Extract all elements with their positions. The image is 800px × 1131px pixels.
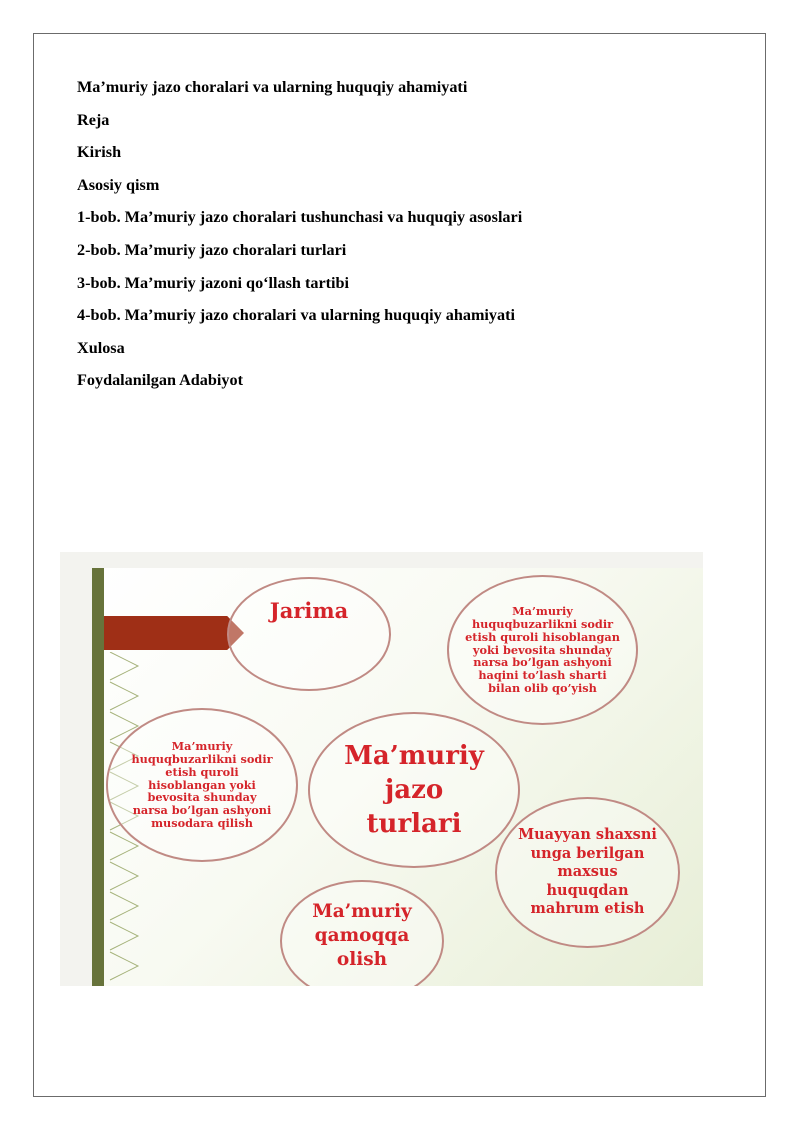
ellipse-qamoqqa-olish: Ma’muriy qamoqqa olish	[280, 880, 444, 986]
ellipse-jarima: Jarima	[227, 577, 391, 691]
toc-item-adabiyot: Foydalanilgan Adabiyot	[77, 371, 243, 390]
toc-item-chapter-4: 4-bob. Ma’muriy jazo choralari va ularning huquqiy ahamiyati	[77, 306, 515, 325]
arrow-tab-icon	[104, 616, 244, 650]
ellipse-haqini-tolash: Ma’muriy huquqbuzarlikni sodir etish quroli hisoblangan yoki bevosita shunday narsa bo’lgan ashyoni haqini to’lash sharti bilan olib qo’yish	[447, 575, 638, 725]
ellipse-center-title: Ma’muriy jazo turlari	[308, 712, 520, 868]
toc-item-xulosa: Xulosa	[77, 338, 125, 357]
toc-item-chapter-1: 1-bob. Ma’muriy jazo choralari tushunchasi va huquqiy asoslari	[77, 208, 523, 227]
slide-side-bar	[92, 568, 104, 986]
table-of-contents	[77, 76, 522, 402]
toc-item-reja: Reja	[77, 110, 110, 129]
toc-item-chapter-2: 2-bob. Ma’muriy jazo choralari turlari	[77, 240, 347, 259]
toc-item-kirish: Kirish	[77, 143, 122, 162]
ellipse-huquqdan-mahrum: Muayyan shaxsni unga berilgan maxsus huquqdan mahrum etish	[495, 797, 680, 948]
toc-item-chapter-3: 3-bob. Ma’muriy jazoni qo‘llash tartibi	[77, 273, 350, 292]
toc-item-asosiy-qism: Asosiy qism	[77, 175, 160, 194]
slide-figure	[60, 552, 703, 986]
ellipse-musodara: Ma’muriy huquqbuzarlikni sodir etish quroli hisoblangan yoki bevosita shunday narsa bo’lgan ashyoni musodara qilish	[106, 708, 298, 862]
document-title: Ma’muriy jazo choralari va ularning huquqiy ahamiyati	[77, 78, 468, 96]
